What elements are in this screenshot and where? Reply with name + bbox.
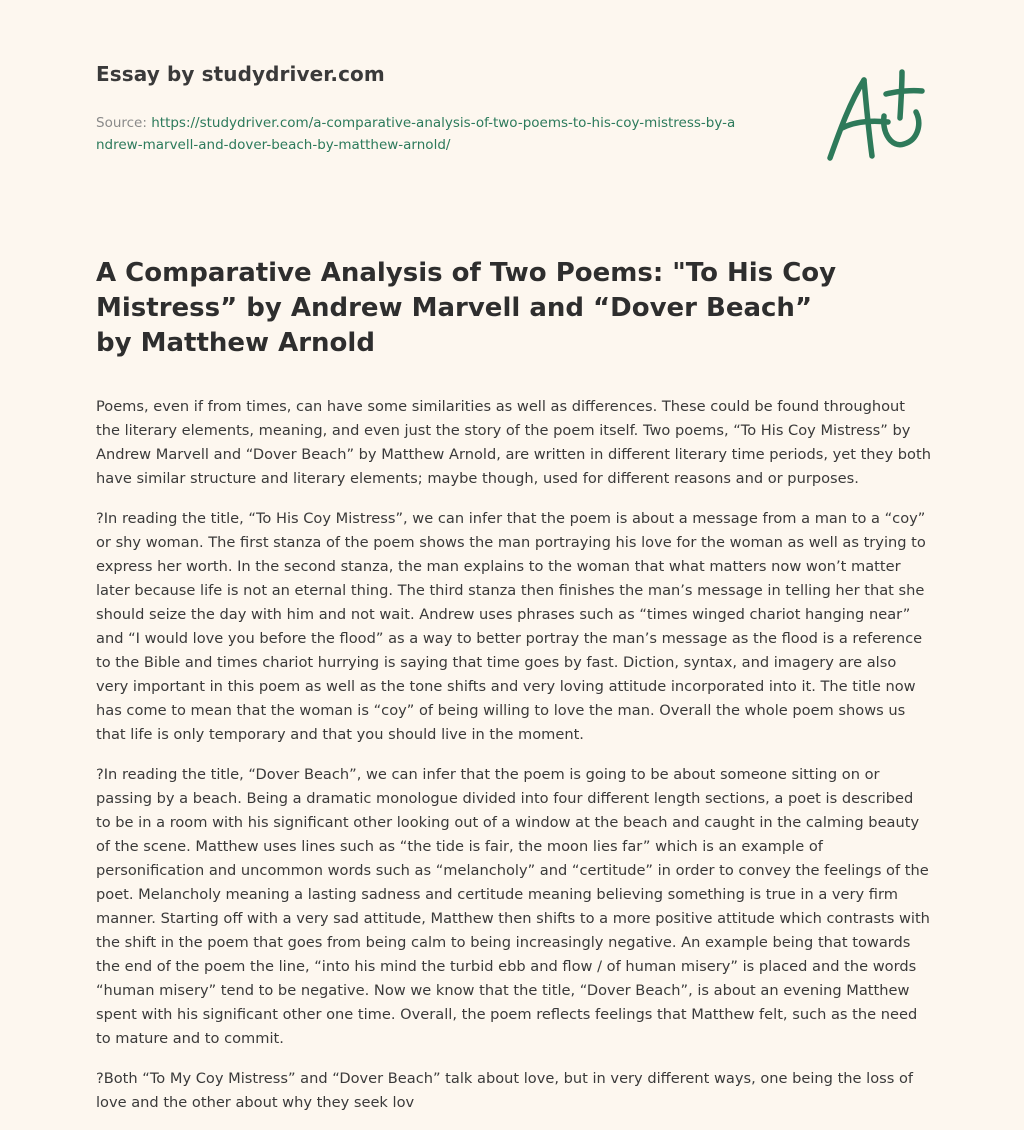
page-header <box>96 62 736 156</box>
paragraph-2: ?In reading the title, “To His Coy Mistress”, we can infer that the poem is about a message from a man to a “coy” or shy woman. The first stanza of the poem shows the man portraying his love for the woman as well as trying to express her worth. In the second stanza, the man explains to the woman that what matters now won’t matter later because life is not an eternal thing. The third stanza then finishes the man’s message in telling her that she should seize the day with him and not wait. Andrew uses phrases such as “times winged chariot hanging near” and “I would love you before the flood” as a way to better portray the man’s message as the flood is a reference to the Bible and times chariot hurrying is saying that time goes by fast. Diction, syntax, and imagery are also very important in this poem as well as the tone shifts and very loving attitude incorporated into it. The title now has come to mean that the woman is “coy” of being willing to love the man. Overall the whole poem shows us that life is only temporary and that you should live in the moment. <box>96 510 926 743</box>
a-plus-logo-icon <box>818 64 930 168</box>
paragraph-1: Poems, even if from times, can have some similarities as well as differences. These could be found throughout the literary elements, meaning, and even just the story of the poem itself. Two poems, “To His Coy Mistress” by Andrew Marvell and “Dover Beach” by Matthew Arnold, are written in different literary time periods, yet they both have similar structure and literary elements; maybe though, used for different reasons and or purposes. <box>96 398 931 487</box>
logo-graphic <box>818 64 930 168</box>
paragraph-3: ?In reading the title, “Dover Beach”, we can infer that the poem is going to be about someone sitting on or passing by a beach. Being a dramatic monologue divided into four different length sections, a poet is described to be in a room with his significant other looking out of a window at the beach and caught in the calming beauty of the scene. Matthew uses lines such as “the tide is fair, the moon lies far” which is an example of personification and uncommon words such as “melancholy” and “certitude” in order to convey the feelings of the poet. Melancholy meaning a lasting sadness and certitude meaning believing something is true in a very firm manner. Starting off with a very sad attitude, Matthew then shifts to a more positive attitude which contrasts with the shift in the poem that goes from being calm to being increasingly negative. An example being that towards the end of the poem the line, “into his mind the turbid ebb and flow / of human misery” is placed and the words “human misery” tend to be negative. Now we know that the title, “Dover Beach”, is about an evening Matthew spent with his significant other one time. Overall, the poem reflects feelings that Matthew felt, such as the need to mature and to commit. <box>96 766 930 1047</box>
source-line <box>96 112 736 156</box>
site-brand: Essay by studydriver.com <box>96 62 385 86</box>
essay-body <box>96 395 932 1130</box>
source-label: Source: <box>96 115 147 131</box>
paragraph-4: ?Both “To My Coy Mistress” and “Dover Beach” talk about love, but in very different ways, one being the loss of love and the other about why they seek lov <box>96 1070 914 1111</box>
essay-title: A Comparative Analysis of Two Poems: "To His Coy Mistress” by Andrew Marvell and “Dover Beach” by Matthew Arnold <box>96 258 837 358</box>
source-link[interactable]: https://studydriver.com/a-comparative-analysis-of-two-poems-to-his-coy-mistress-by-andrew-marvell-and-dover-beach-by-matthew-arnold/ <box>96 115 736 153</box>
